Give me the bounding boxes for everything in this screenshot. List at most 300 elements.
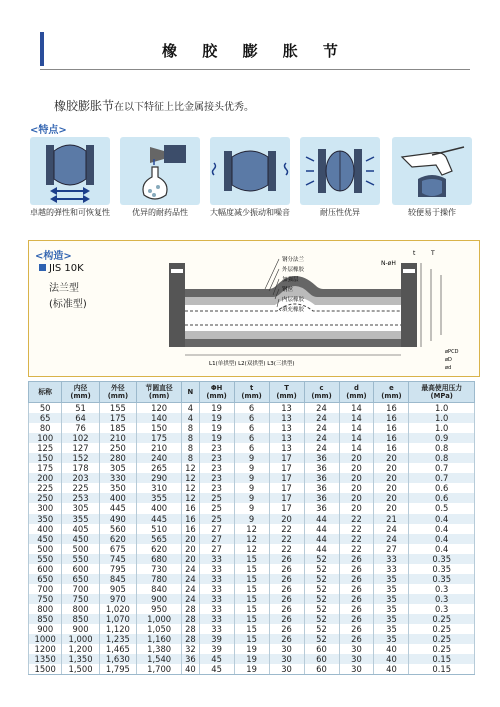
table-cell: 52 [304, 624, 339, 634]
table-cell: 400 [99, 493, 136, 503]
feature-caption: 优异的耐药品性 [132, 208, 188, 217]
table-cell: 900 [29, 624, 62, 634]
table-cell: 26 [269, 554, 304, 564]
table-cell: 15 [234, 594, 269, 604]
table-cell: 6 [234, 403, 269, 414]
table-cell: 1,795 [99, 664, 136, 675]
table-cell: 0.25 [409, 644, 475, 654]
table-cell: 17 [269, 453, 304, 463]
table-cell: 33 [199, 574, 234, 584]
table-cell: 35 [374, 614, 409, 624]
table-cell: 39 [199, 634, 234, 644]
table-cell: 1,120 [99, 624, 136, 634]
table-cell: 21 [374, 514, 409, 524]
table-cell: 22 [339, 514, 374, 524]
table-row [29, 403, 475, 414]
table-cell: 19 [234, 644, 269, 654]
column-header: 外径 (mm) [99, 382, 136, 403]
table-cell: 20 [339, 473, 374, 483]
table-cell: 26 [339, 574, 374, 584]
table-cell: 27 [199, 534, 234, 544]
table-cell: 20 [339, 453, 374, 463]
table-cell: 25 [199, 493, 234, 503]
table-cell: 8 [182, 423, 199, 433]
table-row [29, 463, 475, 473]
table-cell: 26 [339, 554, 374, 564]
table-cell: 15 [234, 584, 269, 594]
table-cell: 24 [304, 443, 339, 453]
column-header: N [182, 382, 199, 403]
table-cell: 355 [137, 493, 182, 503]
table-cell: 19 [234, 664, 269, 675]
table-cell: 17 [269, 473, 304, 483]
table-cell: 33 [374, 554, 409, 564]
table-cell: 0.9 [409, 433, 475, 443]
table-cell: 750 [29, 594, 62, 604]
table-cell: 25 [199, 503, 234, 513]
table-row [29, 483, 475, 493]
table-cell: 9 [234, 483, 269, 493]
table-cell: 240 [137, 453, 182, 463]
table-row [29, 574, 475, 584]
intro-lead: 橡胶膨胀节 [54, 99, 115, 113]
table-cell: 52 [304, 634, 339, 644]
table-cell: 35 [374, 584, 409, 594]
table-cell: 40 [182, 664, 199, 675]
table-cell: 25 [199, 514, 234, 524]
table-cell: 510 [137, 524, 182, 534]
table-row [29, 554, 475, 564]
table-cell: 22 [269, 534, 304, 544]
table-cell: 15 [234, 634, 269, 644]
table-cell: 17 [269, 493, 304, 503]
feature-caption: 耐压性优异 [320, 208, 360, 217]
table-cell: 6 [234, 433, 269, 443]
table-cell: 44 [304, 514, 339, 524]
vibration-joint-icon [210, 137, 290, 205]
table-row [29, 664, 475, 675]
table-cell: 23 [199, 463, 234, 473]
table-cell: 26 [269, 564, 304, 574]
table-cell: 33 [199, 614, 234, 624]
table-cell: 36 [304, 503, 339, 513]
table-cell: 16 [374, 443, 409, 453]
table-cell: 490 [99, 514, 136, 524]
table-row [29, 443, 475, 453]
table-cell: 52 [304, 554, 339, 564]
column-header: d (mm) [339, 382, 374, 403]
table-cell: 0.7 [409, 473, 475, 483]
table-cell: 20 [374, 493, 409, 503]
table-cell: 26 [269, 574, 304, 584]
table-cell: 175 [99, 413, 136, 423]
table-cell: 175 [29, 463, 62, 473]
label-filler-rubber: 填充橡胶 [282, 307, 305, 313]
table-row [29, 584, 475, 594]
table-cell: 203 [62, 473, 99, 483]
table-row [29, 614, 475, 624]
table-cell: 8 [182, 453, 199, 463]
table-cell: 20 [374, 473, 409, 483]
table-cell: 33 [199, 624, 234, 634]
table-cell: 210 [99, 433, 136, 443]
table-cell: 22 [339, 534, 374, 544]
table-cell: 350 [29, 514, 62, 524]
table-cell: 780 [137, 574, 182, 584]
table-cell: 700 [29, 584, 62, 594]
table-cell: 13 [269, 433, 304, 443]
table-cell: 13 [269, 443, 304, 453]
table-cell: 905 [99, 584, 136, 594]
jis-text: JIS 10K [49, 263, 84, 274]
table-cell: 60 [304, 644, 339, 654]
table-cell: 28 [182, 634, 199, 644]
table-cell: 24 [182, 584, 199, 594]
table-cell: 305 [62, 503, 99, 513]
features-label: <特点> [30, 125, 67, 136]
column-header: 最高使用压力 (MPa) [409, 382, 475, 403]
table-cell: 150 [137, 423, 182, 433]
table-cell: 24 [374, 524, 409, 534]
table-cell: 1,000 [137, 614, 182, 624]
table-cell: 265 [137, 463, 182, 473]
table-cell: 17 [269, 463, 304, 473]
table-cell: 30 [269, 664, 304, 675]
table-cell: 0.25 [409, 634, 475, 644]
table-cell: 795 [99, 564, 136, 574]
table-cell: 155 [99, 403, 136, 414]
table-cell: 350 [99, 483, 136, 493]
table-cell: 675 [99, 544, 136, 554]
table-cell: 19 [199, 423, 234, 433]
table-cell: 840 [137, 584, 182, 594]
table-cell: 250 [99, 443, 136, 453]
table-cell: 0.3 [409, 604, 475, 614]
table-cell: 14 [339, 413, 374, 423]
table-cell: 20 [339, 503, 374, 513]
table-cell: 150 [29, 453, 62, 463]
table-cell: 76 [62, 423, 99, 433]
table-cell: 1,235 [99, 634, 136, 644]
table-cell: 45 [199, 664, 234, 675]
feature-card [210, 137, 290, 218]
table-cell: 1,070 [99, 614, 136, 624]
table-cell: 26 [339, 584, 374, 594]
label-steel-wire: 钢丝 [282, 287, 294, 293]
table-cell: 14 [339, 433, 374, 443]
table-row [29, 433, 475, 443]
table-cell: 4 [182, 413, 199, 423]
column-header: 标称 [29, 382, 62, 403]
table-cell: 152 [62, 453, 99, 463]
label-pcd: øPCD [445, 349, 459, 355]
table-row [29, 514, 475, 524]
table-cell: 52 [304, 574, 339, 584]
table-cell: 0.8 [409, 443, 475, 453]
table-cell: 33 [199, 594, 234, 604]
table-cell: 20 [374, 463, 409, 473]
label-T: T [431, 250, 435, 257]
table-cell: 20 [182, 554, 199, 564]
table-cell: 550 [62, 554, 99, 564]
table-cell: 8 [182, 443, 199, 453]
table-cell: 300 [29, 503, 62, 513]
table-cell: 1.0 [409, 403, 475, 414]
table-cell: 24 [182, 574, 199, 584]
table-cell: 0.4 [409, 534, 475, 544]
table-cell: 9 [234, 514, 269, 524]
bullet-square-icon [39, 264, 46, 271]
chemical-flask-icon [120, 137, 200, 205]
table-cell: 280 [99, 453, 136, 463]
intro-text [54, 97, 254, 114]
table-cell: 12 [182, 473, 199, 483]
table-cell: 120 [137, 403, 182, 414]
table-cell: 400 [29, 524, 62, 534]
table-cell: 20 [182, 534, 199, 544]
table-cell: 0.25 [409, 614, 475, 624]
table-cell: 52 [304, 614, 339, 624]
table-row [29, 423, 475, 433]
feature-card [120, 137, 200, 218]
jis-standard [39, 263, 84, 274]
table-cell: 225 [29, 483, 62, 493]
table-cell: 1,200 [62, 644, 99, 654]
table-cell: 800 [62, 604, 99, 614]
table-cell: 32 [182, 644, 199, 654]
feature-card [392, 137, 472, 218]
table-cell: 15 [234, 574, 269, 584]
table-cell: 310 [137, 483, 182, 493]
table-cell: 1500 [29, 664, 62, 675]
table-cell: 850 [62, 614, 99, 624]
table-cell: 17 [269, 503, 304, 513]
table-cell: 1,020 [99, 604, 136, 614]
table-cell: 0.6 [409, 493, 475, 503]
table-cell: 1.0 [409, 413, 475, 423]
table-cell: 8 [182, 433, 199, 443]
table-cell: 45 [199, 654, 234, 664]
table-cell: 290 [137, 473, 182, 483]
label-reinforcement: 加强层 [282, 277, 299, 283]
page-title: 橡 胶 膨 胀 节 [162, 42, 348, 60]
table-cell: 26 [269, 614, 304, 624]
table-cell: 12 [182, 463, 199, 473]
pressure-joint-icon [300, 137, 380, 205]
table-cell: 0.3 [409, 584, 475, 594]
table-cell: 17 [269, 483, 304, 493]
table-cell: 700 [62, 584, 99, 594]
table-cell: 26 [269, 604, 304, 614]
table-cell: 50 [29, 403, 62, 414]
table-cell: 560 [99, 524, 136, 534]
table-cell: 13 [269, 413, 304, 423]
table-cell: 36 [304, 483, 339, 493]
table-cell: 26 [339, 604, 374, 614]
table-cell: 100 [29, 433, 62, 443]
table-row [29, 634, 475, 644]
table-cell: 19 [199, 413, 234, 423]
table-cell: 102 [62, 433, 99, 443]
table-cell: 680 [137, 554, 182, 564]
table-cell: 125 [29, 443, 62, 453]
table-cell: 15 [234, 604, 269, 614]
table-cell: 40 [374, 664, 409, 675]
table-cell: 26 [269, 584, 304, 594]
table-cell: 500 [29, 544, 62, 554]
table-cell: 600 [62, 564, 99, 574]
table-cell: 33 [374, 564, 409, 574]
table-cell: 0.6 [409, 483, 475, 493]
table-row [29, 624, 475, 634]
table-cell: 0.4 [409, 514, 475, 524]
table-cell: 4 [182, 403, 199, 414]
table-cell: 6 [234, 423, 269, 433]
table-cell: 445 [137, 514, 182, 524]
table-cell: 750 [62, 594, 99, 604]
table-cell: 745 [99, 554, 136, 564]
table-cell: 16 [182, 514, 199, 524]
standard-type: (标准型) [49, 299, 87, 310]
table-cell: 22 [269, 524, 304, 534]
table-cell: 330 [99, 473, 136, 483]
table-row [29, 534, 475, 544]
table-cell: 20 [339, 483, 374, 493]
intro-rest: 在以下特征上比金属接头优秀。 [114, 102, 255, 113]
table-cell: 0.7 [409, 463, 475, 473]
table-cell: 200 [29, 473, 62, 483]
features-row [30, 137, 475, 232]
table-cell: 1000 [29, 634, 62, 644]
table-cell: 27 [374, 544, 409, 554]
table-cell: 225 [62, 483, 99, 493]
table-cell: 24 [304, 413, 339, 423]
table-cell: 36 [304, 493, 339, 503]
table-cell: 33 [199, 584, 234, 594]
table-cell: 24 [304, 403, 339, 414]
table-cell: 12 [182, 493, 199, 503]
table-cell: 1,540 [137, 654, 182, 664]
table-cell: 0.5 [409, 503, 475, 513]
table-cell: 800 [29, 604, 62, 614]
table-cell: 0.3 [409, 594, 475, 604]
table-cell: 0.35 [409, 564, 475, 574]
table-cell: 405 [62, 524, 99, 534]
table-cell: 565 [137, 534, 182, 544]
table-cell: 33 [199, 604, 234, 614]
table-cell: 40 [374, 654, 409, 664]
table-cell: 730 [137, 564, 182, 574]
table-row [29, 493, 475, 503]
table-cell: 80 [29, 423, 62, 433]
table-cell: 14 [339, 443, 374, 453]
table-cell: 52 [304, 594, 339, 604]
table-cell: 44 [304, 534, 339, 544]
column-header: T (mm) [269, 382, 304, 403]
table-cell: 620 [137, 544, 182, 554]
table-cell: 12 [234, 534, 269, 544]
table-cell: 60 [304, 654, 339, 664]
table-cell: 36 [304, 453, 339, 463]
table-cell: 178 [62, 463, 99, 473]
table-cell: 127 [62, 443, 99, 453]
table-cell: 16 [182, 503, 199, 513]
table-cell: 20 [339, 493, 374, 503]
table-cell: 16 [374, 423, 409, 433]
table-cell: 1,700 [137, 664, 182, 675]
table-cell: 39 [199, 644, 234, 654]
table-row [29, 654, 475, 664]
table-cell: 445 [99, 503, 136, 513]
table-row [29, 503, 475, 513]
table-cell: 845 [99, 574, 136, 584]
table-cell: 650 [29, 574, 62, 584]
table-cell: 15 [234, 614, 269, 624]
table-cell: 0.35 [409, 574, 475, 584]
table-cell: 36 [304, 463, 339, 473]
table-cell: 30 [269, 644, 304, 654]
table-cell: 23 [199, 473, 234, 483]
table-cell: 9 [234, 473, 269, 483]
table-cell: 35 [374, 634, 409, 644]
table-cell: 35 [374, 604, 409, 614]
table-cell: 1,630 [99, 654, 136, 664]
table-cell: 52 [304, 564, 339, 574]
table-cell: 15 [234, 624, 269, 634]
table-cell: 1,380 [137, 644, 182, 654]
table-cell: 550 [29, 554, 62, 564]
table-cell: 12 [234, 544, 269, 554]
table-cell: 14 [339, 403, 374, 414]
table-cell: 15 [234, 564, 269, 574]
table-cell: 26 [339, 614, 374, 624]
label-id: ød [445, 365, 452, 371]
table-cell: 35 [374, 624, 409, 634]
table-cell: 44 [304, 524, 339, 534]
table-cell: 30 [339, 654, 374, 664]
table-cell: 140 [137, 413, 182, 423]
table-cell: 26 [339, 634, 374, 644]
feature-caption: 大幅度减少振动和噪音 [210, 208, 290, 217]
label-t: t [413, 250, 416, 257]
table-cell: 185 [99, 423, 136, 433]
table-cell: 620 [99, 534, 136, 544]
feature-caption: 卓越的弹性和可恢复性 [30, 208, 110, 217]
table-cell: 20 [374, 503, 409, 513]
label-od: øD [445, 357, 452, 363]
table-cell: 850 [29, 614, 62, 624]
flange-type: 法兰型 [49, 283, 79, 294]
table-cell: 24 [374, 534, 409, 544]
table-cell: 9 [234, 463, 269, 473]
table-cell: 16 [182, 524, 199, 534]
table-cell: 950 [137, 604, 182, 614]
table-cell: 13 [269, 403, 304, 414]
table-cell: 1.0 [409, 423, 475, 433]
table-cell: 9 [234, 493, 269, 503]
table-header-row [29, 382, 475, 403]
table-cell: 210 [137, 443, 182, 453]
table-cell: 0.8 [409, 453, 475, 463]
table-cell: 0.4 [409, 544, 475, 554]
table-cell: 1,350 [62, 654, 99, 664]
title-underline [40, 69, 470, 70]
table-cell: 1,160 [137, 634, 182, 644]
table-cell: 26 [269, 634, 304, 644]
table-body [29, 403, 475, 675]
table-cell: 20 [374, 453, 409, 463]
table-cell: 0.15 [409, 664, 475, 675]
